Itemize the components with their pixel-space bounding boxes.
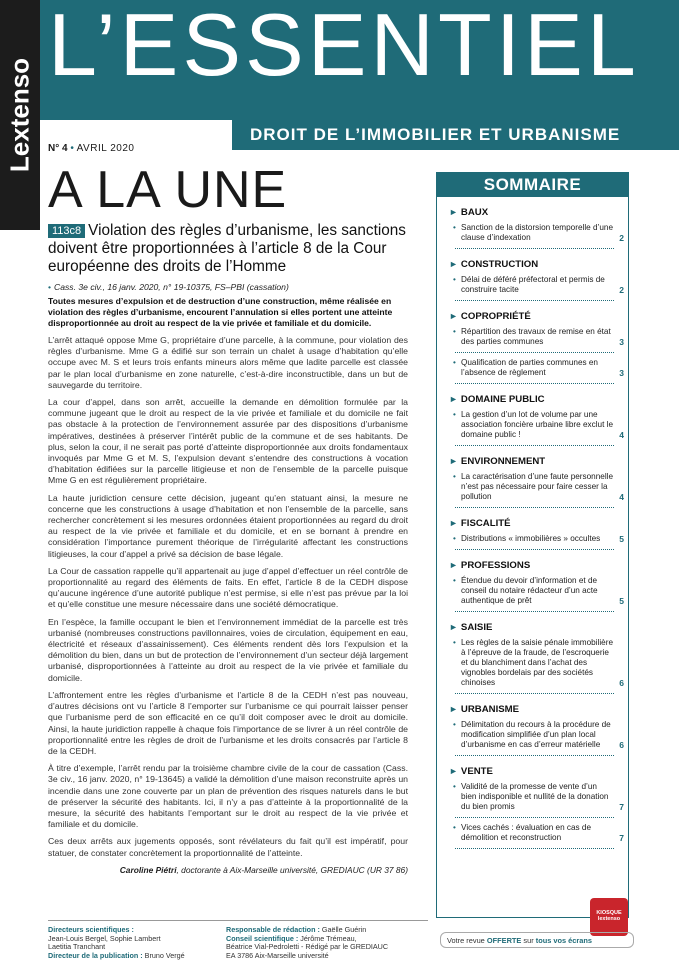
kiosk-text: KIOSQUE	[596, 910, 622, 916]
triangle-right-icon: ►	[449, 259, 458, 269]
toc-item-page: 3	[619, 368, 624, 378]
article-paragraph: En l’espèce, la famille occupant le bien et l’environnement immédiat de la parcelle est très urbanisé (nombreuses constructions pavillonnaires, voies de circulation, équipement en eau, électricité et réseaux d’assainissement). Ces éléments rendent dès lors l’expulsion et la démolition du bien, dans un but de protection de l’environnement d’un secteur déjà largement urbanisé, disproportionnées à l’atteinte au droit au respect de la vie privée et familiale du domicile.	[48, 616, 408, 683]
credit-label: Directeurs scientifiques :	[48, 925, 134, 934]
offer-text: OFFERTE	[486, 936, 522, 945]
toc-divider	[455, 445, 614, 446]
bullet-icon: •	[48, 282, 52, 292]
credits-col-1	[48, 926, 185, 960]
triangle-right-icon: ►	[449, 704, 458, 714]
toc-divider	[455, 549, 614, 550]
article-title: Violation des règles d’urbanisme, les sanctions doivent être proportionnées à l’article 8 de la Cour européenne des droits de l’Homme	[48, 222, 406, 275]
credit-value: Jérôme Trémeau,	[298, 933, 357, 943]
credit-label: Responsable de rédaction :	[226, 925, 320, 934]
credits-footer	[48, 920, 428, 960]
article-signature	[48, 865, 408, 875]
toc-divider	[455, 248, 614, 249]
article-paragraph: La haute juridiction censure cette décision, jugeant qu’en statuant ainsi, la mesure ne concerne que les constructions à usage d’habitation et non l’ensemble de la parcelle, sans rechercher concrètement si les mesures ordonnées étaient proportionnées au regard du droit au respect de la vie privée et familiale et du domicile, et en se bornant à prendre en considération l’importance purement théorique de l’irrégularité affectant les constructions litigieuses, la cour d’appel a privé sa décision de base légale.	[48, 492, 408, 559]
bullet-icon: •	[453, 223, 456, 232]
author-affiliation: , doctorante à Aix-Marseille université, GREDIAUC (UR 37 86)	[176, 864, 408, 875]
article-reference	[48, 282, 408, 292]
toc-divider	[455, 352, 614, 353]
article-tag: 113c8	[48, 224, 85, 238]
masthead-subtitle: DROIT DE L’IMMOBILIER ET URBANISME	[250, 125, 621, 144]
toc-divider	[455, 817, 614, 818]
kiosque-logo	[590, 898, 628, 936]
credit-line: Laetitia Tranchant	[48, 942, 106, 952]
offer-banner	[440, 932, 634, 948]
issue-number: N° 4	[48, 143, 68, 154]
toc-section-name: VENTE	[460, 766, 493, 777]
triangle-right-icon: ►	[449, 456, 458, 466]
triangle-right-icon: ►	[449, 207, 458, 217]
toc-section-name: SAISIE	[460, 622, 493, 633]
toc-item-page: 7	[619, 802, 624, 812]
toc-item[interactable]	[453, 410, 624, 440]
article-paragraph: Ces deux arrêts aux jugements opposés, sont révélateurs du fait qu’il est impératif, pour statuer, de constater concrètement la proportionnalité de l’atteinte.	[48, 836, 408, 858]
toc-item[interactable]	[453, 327, 624, 347]
toc-section	[449, 622, 628, 633]
bullet-icon: •	[453, 534, 456, 543]
toc-item-page: 4	[619, 430, 624, 440]
toc-item-page: 7	[619, 833, 624, 843]
toc-item-page: 2	[619, 285, 624, 295]
toc-divider	[455, 383, 614, 384]
toc-section-name: COPROPRIÉTÉ	[460, 311, 531, 322]
brand-text: Lextenso	[4, 57, 35, 173]
toc-item-page: 6	[619, 678, 624, 688]
toc-section-name: PROFESSIONS	[460, 560, 531, 571]
toc-item-text: Distributions « immobilières » occultes	[461, 534, 601, 543]
article-paragraph: La cour d’appel, dans son arrêt, accueille la demande en démolition formulée par la commune jugeant que le droit au respect de la vie privée et familiale et du domicile ne fait pas obstacle à la protection de l’environnement assurée par des dispositions d’urbanisme impératives, destinées à préserver l’intérêt public de la commune et de ses habitants. De plus, selon la cour, il ne serait pas porté d’atteinte disproportionnée aux droits fondamentaux invoqués par Mme G et M. S, l’expulsion devant s’entendre des constructions à vocation d’habitation édifiées sur la parcelle litigieuse et non de l’ensemble de la parcelle puisque Mme G en est régulièrement propriétaire.	[48, 397, 408, 486]
toc-item-text: Étendue du devoir d’information et de conseil du notaire rédacteur d’un acte authentique de prêt	[461, 576, 598, 605]
bullet-icon: •	[453, 327, 456, 336]
toc-item-text: La gestion d’un lot de volume par une association foncière urbaine libre exclut le domaine public !	[461, 410, 614, 439]
toc-item[interactable]	[453, 823, 624, 843]
issue-info: N° 4 • AVRIL 2020	[48, 143, 135, 154]
toc-section-name: BAUX	[460, 207, 489, 218]
credit-label: Directeur de la publication :	[48, 950, 143, 960]
toc-section	[449, 259, 628, 270]
credit-value: Gaëlle Guérin	[319, 925, 367, 934]
article-paragraph: L’arrêt attaqué oppose Mme G, propriétaire d’une parcelle, à la commune, pour violation des règles d’urbanisme. Mme G a édifié sur son terrain un chalet à usage d’habitation qu’elle occupe avec M. S et leurs trois enfants mineurs alors même que ladite parcelle est classée par le plan local d’urbanisme en zone naturelle, c’est-à-dire inconstructible, dans un but de sauvegarde du territoire.	[48, 335, 408, 390]
toc-item-text: Validité de la promesse de vente d’un bien indisponible et nullité de la donation du bien promis	[461, 782, 609, 811]
bullet-icon: •	[453, 472, 456, 481]
offer-text: tous vos écrans	[535, 936, 593, 945]
toc-item-text: La caractérisation d’une faute personnelle n’est pas nécessaire pour faire cesser la pollution	[461, 472, 614, 501]
table-of-contents	[436, 172, 629, 918]
toc-item-page: 4	[619, 492, 624, 502]
credit-label: Conseil scientifique :	[226, 933, 299, 943]
toc-item-page: 2	[619, 233, 624, 243]
masthead	[40, 0, 679, 120]
toc-item-text: Répartition des travaux de remise en état des parties communes	[461, 327, 611, 346]
main-article	[48, 222, 408, 875]
bullet-icon: •	[453, 576, 456, 585]
credits-col-2	[226, 926, 388, 960]
toc-section	[449, 560, 628, 571]
toc-item[interactable]	[453, 638, 624, 688]
bullet-icon: •	[453, 275, 456, 284]
toc-section	[449, 207, 628, 218]
toc-section	[449, 518, 628, 529]
toc-item-text: Les règles de la saisie pénale immobilière à l’épreuve de la fraude, de l’escroquerie et du blanchiment dans l’achat des vignobles bordelais par des sociétés chinoises	[461, 638, 614, 687]
author-name: Caroline Piétri	[119, 864, 177, 875]
toc-body	[437, 207, 628, 849]
article-lead: Toutes mesures d’expulsion et de destruction d’une construction, même réalisée en violation des règles d’urbanisme, encourent l’annulation si elles portent une atteinte disproportionnée au droit au respect de la vie privée et familiale et du domicile.	[48, 296, 393, 328]
toc-section	[449, 394, 628, 405]
toc-item-page: 6	[619, 740, 624, 750]
triangle-right-icon: ►	[449, 560, 458, 570]
masthead-subtitle-bar	[232, 120, 679, 150]
toc-section	[449, 311, 628, 322]
toc-section-name: URBANISME	[460, 704, 520, 715]
toc-item[interactable]	[453, 576, 624, 606]
brand-logo	[0, 0, 40, 230]
toc-item-text: Délai de déféré préfectoral et permis de construire tacite	[461, 275, 605, 294]
toc-section	[449, 766, 628, 777]
article-paragraph: La Cour de cassation rappelle qu’il appartenait au juge d’appel d’effectuer un réel contrôle de proportionnalité au regard des éléments de faits. En effet, l’article 8 de la CEDH dispose qu’aucune ingérence d’une autorité publique n’est permise, si elle n’est pas prévue par la loi et qu’elle constitue une mesure nécessaire dans une société démocratique.	[48, 565, 408, 610]
bullet-icon: •	[453, 720, 456, 729]
bullet-icon: •	[453, 358, 456, 367]
credit-line: Béatrice Vial-Pedroletti - Rédigé par le GREDIAUC	[226, 942, 389, 952]
masthead-title: L’ESSENTIEL	[48, 0, 640, 94]
article-paragraph: L’affrontement entre les règles d’urbanisme et l’article 8 de la CEDH n’est pas nouveau, d’autres décisions ont vu l’article 8 l’emporter sur l’urbanisme ce qui pourrait laisser penser que l’urbanisme perd de son efficacité en ce qu’il doit composer avec le droit au domicile. Ainsi, la haute juridiction rappelle à chaque fois l’importance de se livrer à un réel contrôle de proportionnalité entre les règles de droit de l’urbanisme et les droits consacrés par l’article 8 de la CEDH.	[48, 689, 408, 756]
toc-item-page: 3	[619, 337, 624, 347]
offer-text: Votre revue	[447, 936, 487, 945]
credit-value: Bruno Vergé	[142, 950, 185, 960]
toc-divider	[455, 507, 614, 508]
triangle-right-icon: ►	[449, 394, 458, 404]
article-title-block	[48, 222, 408, 276]
toc-item-text: Qualification de parties communes en l’absence de règlement	[461, 358, 598, 377]
triangle-right-icon: ►	[449, 766, 458, 776]
toc-section-name: ENVIRONNEMENT	[460, 456, 546, 467]
toc-item[interactable]	[453, 534, 624, 544]
toc-section	[449, 456, 628, 467]
toc-divider	[455, 693, 614, 694]
triangle-right-icon: ►	[449, 622, 458, 632]
article-paragraph: À titre d’exemple, l’arrêt rendu par la troisième chambre civile de la cour de cassation (Cass. 3e civ., 16 janv. 2020, n° 19-13645) a validé la démolition d’une maison reconstruite après un incendie dans une zone couverte par un plan de prévention des risques naturels dans le but de préserver la sécurité des habitants. Ici, il n’y a pas d’atteinte à la proportionnalité de la mesure, la sécurité des habitants l’emportant sur le droit au respect de la vie privée et familiale et du domicile.	[48, 763, 408, 830]
toc-section	[449, 704, 628, 715]
article-ref-text: Cass. 3e civ., 16 janv. 2020, n° 19-10375, FS–PBI (cassation)	[54, 282, 289, 292]
toc-item[interactable]	[453, 782, 624, 812]
toc-title: SOMMAIRE	[437, 173, 628, 197]
bullet-icon: •	[453, 638, 456, 647]
toc-section-name: CONSTRUCTION	[460, 259, 539, 270]
toc-item-page: 5	[619, 534, 624, 544]
toc-item[interactable]	[453, 720, 624, 750]
toc-divider	[455, 611, 614, 612]
toc-item[interactable]	[453, 223, 624, 243]
bullet-icon: •	[453, 823, 456, 832]
toc-divider	[455, 300, 614, 301]
toc-section-name: DOMAINE PUBLIC	[460, 394, 545, 405]
toc-divider	[455, 848, 614, 849]
toc-section-name: FISCALITÉ	[460, 518, 511, 529]
credit-line: Jean-Louis Bergel, Sophie Lambert	[48, 933, 161, 943]
credit-line: EA 3786 Aix-Marseille université	[226, 950, 329, 960]
toc-item-page: 5	[619, 596, 624, 606]
toc-divider	[455, 755, 614, 756]
rubric-title: A LA UNE	[48, 161, 288, 219]
toc-item[interactable]	[453, 275, 624, 295]
triangle-right-icon: ►	[449, 311, 458, 321]
bullet-icon: •	[453, 782, 456, 791]
toc-item-text: Sanction de la distorsion temporelle d’une clause d’indexation	[461, 223, 614, 242]
issue-date: AVRIL 2020	[76, 143, 135, 154]
toc-item[interactable]	[453, 472, 624, 502]
kiosk-text: lextenso	[597, 916, 621, 922]
triangle-right-icon: ►	[449, 518, 458, 528]
bullet-icon: •	[453, 410, 456, 419]
toc-item-text: Délimitation du recours à la procédure de modification simplifiée d’un plan local d’urbanisme en cas d’erreur matérielle	[461, 720, 611, 749]
offer-text: sur	[521, 936, 536, 945]
toc-item-text: Vices cachés : évaluation en cas de démolition et reconstruction	[461, 823, 592, 842]
toc-item[interactable]	[453, 358, 624, 378]
